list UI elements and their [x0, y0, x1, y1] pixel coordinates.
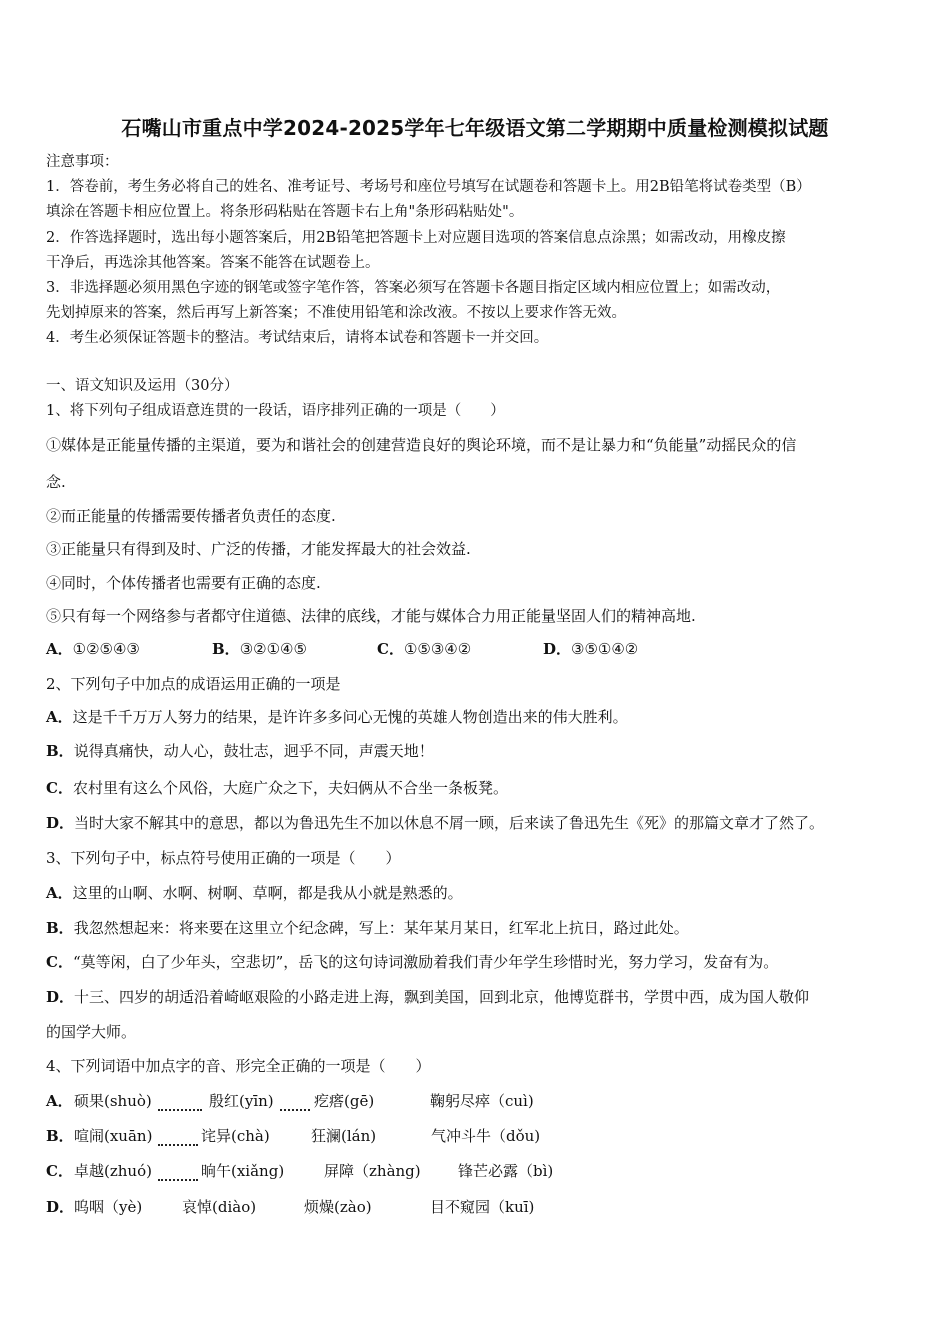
option-a[interactable] — [46, 707, 628, 727]
option-letter: C． — [46, 1162, 73, 1180]
option-c[interactable] — [377, 639, 471, 659]
option-text: 这里的山啊、水啊、树啊、草啊，都是我从小就是熟悉的。 — [72, 884, 463, 902]
option-text: 我忽然想起来：将来要在这里立个纪念碑，写上：某年某月某日，红军北上抗日，路过此处。 — [73, 919, 689, 937]
option-text: ③⑤①④② — [571, 640, 639, 658]
option-text: 十三、四岁的胡适沿着崎岖艰险的小路走进上海，飘到美国，回到北京，他博览群书，学贯中西，成为国人敬仰 — [74, 988, 810, 1006]
option-letter: D． — [543, 640, 572, 658]
word-item: 锋芒必露（bì) — [458, 1162, 554, 1180]
sentence-3: ③正能量只有得到及时、广泛的传播，才能发挥最大的社会效益. — [46, 540, 471, 558]
option-letter: A． — [46, 884, 73, 902]
option-text: 农村里有这么个风俗，大庭广众之下，夫妇俩从不合坐一条板凳。 — [72, 779, 508, 797]
notice-line: 3．非选择题必须用黑色字迹的钢笔或签字笔作答，答案必须写在答题卡各题目指定区域内相应位置上；如需改动， — [46, 280, 781, 296]
option-c[interactable] — [46, 778, 508, 798]
option-letter: A． — [46, 640, 73, 658]
emphasis-dots — [158, 1101, 202, 1111]
notice-line: 4．考生必须保证答题卡的整洁。考试结束后，请将本试卷和答题卡一并交回。 — [46, 330, 549, 346]
option-d[interactable] — [543, 639, 638, 659]
option-text: 这是千千万万人努力的结果，是许许多多问心无愧的英雄人物创造出来的伟大胜利。 — [72, 708, 628, 726]
sentence-5: ⑤只有每一个网络参与者都守住道德、法律的底线，才能与媒体合力用正能量坚固人们的精神高地. — [46, 607, 696, 625]
sentence-1-cont: 念. — [46, 473, 66, 491]
option-b[interactable] — [212, 639, 307, 659]
option-c[interactable] — [46, 952, 778, 972]
option-text: 说得真痛快，动人心，鼓壮志，迥乎不同，声震天地！ — [73, 742, 434, 760]
option-letter: D． — [46, 988, 75, 1006]
option-b[interactable] — [46, 918, 689, 938]
emphasis-dots — [280, 1101, 310, 1111]
notice-line: 1．答卷前，考生务必将自己的姓名、准考证号、考场号和座位号填写在试题卷和答题卡上。用2B铅笔将试卷类型（B） — [46, 179, 811, 195]
sentence-4: ④同时，个体传播者也需要有正确的态度. — [46, 574, 321, 592]
section-heading: 一、语文知识及运用（30分） — [46, 378, 239, 394]
option-d[interactable] — [46, 813, 824, 833]
word-item: 烦燥(zào) — [304, 1198, 372, 1216]
word-item: 疙瘩(gē) — [314, 1092, 375, 1110]
option-text: ①⑤③④② — [403, 640, 472, 658]
option-letter: A． — [46, 1092, 73, 1110]
word-item: 狂澜(lán) — [311, 1127, 377, 1145]
option-a[interactable] — [46, 639, 140, 659]
option-text: ③②①④⑤ — [239, 640, 307, 658]
question-2-stem: 2、下列句子中加点的成语运用正确的一项是 — [46, 675, 341, 693]
question-3-stem: 3、下列句子中，标点符号使用正确的一项是（ ） — [46, 849, 401, 867]
word-item: 气冲斗牛（dǒu) — [431, 1127, 541, 1145]
option-letter: A． — [46, 708, 73, 726]
sentence-1: ①媒体是正能量传播的主渠道，要为和谐社会的创建营造良好的舆论环境，而不是让暴力和“负能量”动摇民众的信 — [46, 436, 797, 454]
notice-line: 干净后，再选涂其他答案。答案不能答在试题卷上。 — [46, 255, 380, 271]
sentence-2: ②而正能量的传播需要传播者负责任的态度. — [46, 507, 336, 525]
word-item: 晌午(xiǎng) — [201, 1162, 285, 1180]
notice-line: 先划掉原来的答案，然后再写上新答案；不准使用铅笔和涂改液。不按以上要求作答无效。 — [46, 305, 626, 321]
word-item: 殷红(yīn) — [209, 1092, 274, 1110]
option-text: 当时大家不解其中的意思，都以为鲁迅先生不加以休息不屑一顾，后来读了鲁迅先生《死》的那篇文章才了然了。 — [74, 814, 825, 832]
option-letter: C． — [46, 779, 73, 797]
emphasis-dots — [158, 1136, 198, 1146]
option-d-cont: 的国学大师。 — [46, 1023, 137, 1041]
word-item: 喧闹(xuān) — [74, 1127, 153, 1145]
option-d[interactable] — [46, 987, 809, 1007]
notice-heading: 注意事项： — [46, 154, 119, 170]
option-letter: C． — [377, 640, 404, 658]
option-letter: B． — [212, 640, 240, 658]
emphasis-dots — [158, 1171, 198, 1181]
word-item: 目不窥园（kuī) — [430, 1198, 535, 1216]
question-4-stem: 4、下列词语中加点字的音、形完全正确的一项是（ ） — [46, 1057, 431, 1075]
page-title: 石嘴山市重点中学2024-2025学年七年级语文第二学期期中质量检测模拟试题 — [121, 116, 829, 140]
word-item: 鞠躬尽瘁（cuì) — [430, 1092, 534, 1110]
option-a[interactable] — [46, 883, 463, 903]
word-item: 哀悼(diào) — [182, 1198, 257, 1216]
word-item: 卓越(zhuó) — [74, 1162, 152, 1180]
word-item: 诧异(chà) — [201, 1127, 270, 1145]
option-letter: C． — [46, 953, 73, 971]
option-letter: B． — [46, 919, 74, 937]
option-letter: D． — [46, 814, 75, 832]
word-item: 硕果(shuò) — [74, 1092, 152, 1110]
option-letter: B． — [46, 1127, 74, 1145]
word-item: 屏障（zhàng) — [324, 1162, 421, 1180]
notice-line: 2．作答选择题时，选出每小题答案后，用2B铅笔把答题卡上对应题目选项的答案信息点涂黑；如需改动，用橡皮擦 — [46, 230, 786, 246]
option-text: ①②⑤④③ — [72, 640, 140, 658]
option-letter: B． — [46, 742, 74, 760]
word-item: 呜咽（yè) — [74, 1198, 143, 1216]
notice-line: 填涂在答题卡相应位置上。将条形码粘贴在答题卡右上角"条形码粘贴处"。 — [46, 204, 524, 220]
question-1-stem: 1、将下列句子组成语意连贯的一段话，语序排列正确的一项是（ ） — [46, 403, 505, 419]
option-text: “莫等闲，白了少年头，空悲切”，岳飞的这句诗词激励着我们青少年学生珍惜时光，努力学习，发奋有为。 — [72, 953, 779, 971]
option-b[interactable] — [46, 741, 434, 761]
option-letter: D． — [46, 1198, 75, 1216]
